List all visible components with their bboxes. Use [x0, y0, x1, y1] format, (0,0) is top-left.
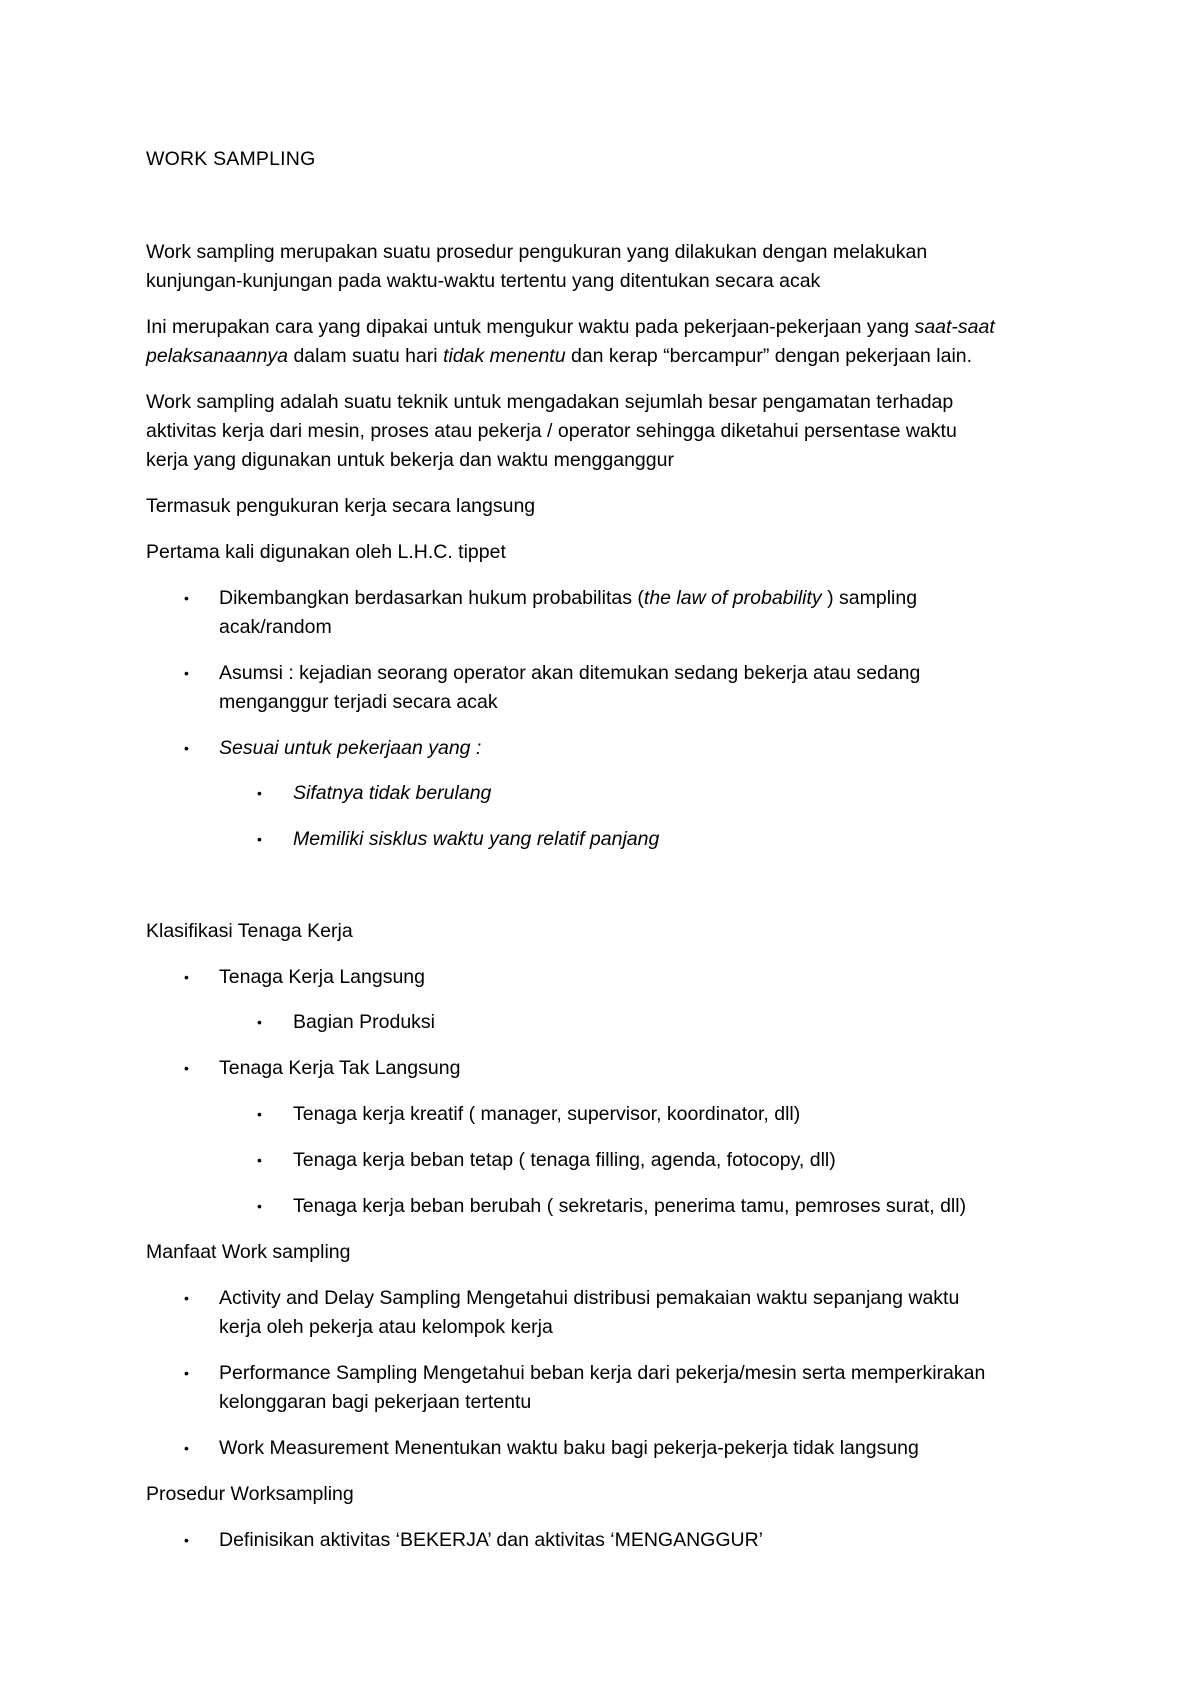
section-heading: Prosedur Worksampling	[146, 1483, 354, 1505]
paragraph-line: Pertama kali digunakan oleh L.H.C. tippet	[146, 541, 506, 563]
list-item-continuation: acak/random	[219, 616, 332, 638]
text-run: dan kerap “bercampur” dengan pekerjaan lain.	[565, 345, 973, 367]
list-item: Definisikan aktivitas ‘BEKERJA’ dan aktivitas ‘MENGANGGUR’	[219, 1529, 763, 1551]
bullet-icon: •	[257, 785, 262, 801]
section-heading: Klasifikasi Tenaga Kerja	[146, 920, 353, 942]
paragraph-line: kerja yang digunakan untuk bekerja dan waktu mengganggur	[146, 449, 674, 471]
document-title: WORK SAMPLING	[146, 148, 316, 170]
list-item-continuation: kelonggaran bagi pekerjaan tertentu	[219, 1391, 532, 1413]
italic-text-run: tidak menentu	[443, 345, 566, 367]
sub-list-item: Tenaga kerja kreatif ( manager, supervisor, koordinator, dll)	[293, 1103, 801, 1125]
sub-list-item	[293, 779, 491, 808]
paragraph-line: Work sampling adalah suatu teknik untuk mengadakan sejumlah besar pengamatan terhadap	[146, 391, 954, 413]
paragraph-line: kunjungan-kunjungan pada waktu-waktu tertentu yang ditentukan secara acak	[146, 270, 821, 292]
bullet-icon: •	[184, 665, 189, 681]
list-item: Tenaga Kerja Tak Langsung	[219, 1057, 461, 1079]
italic-text-run: pelaksanaannya	[146, 345, 289, 367]
bullet-icon: •	[257, 831, 262, 847]
italic-text-run: saat-saat	[914, 316, 995, 338]
paragraph-line: aktivitas kerja dari mesin, proses atau pekerja / operator sehingga diketahui persentase waktu	[146, 420, 957, 442]
list-item: Work Measurement Menentukan waktu baku bagi pekerja-pekerja tidak langsung	[219, 1437, 919, 1459]
list-item: Performance Sampling Mengetahui beban kerja dari pekerja/mesin serta memperkirakan	[219, 1362, 986, 1384]
text-run: dalam suatu hari	[288, 345, 444, 367]
paragraph-line	[146, 342, 972, 371]
bullet-icon: •	[184, 969, 189, 985]
bullet-icon: •	[257, 1014, 262, 1030]
italic-text-run: the law of probability	[643, 587, 822, 609]
bullet-icon: •	[184, 1440, 189, 1456]
bullet-icon: •	[257, 1152, 262, 1168]
list-item	[219, 734, 481, 763]
bullet-icon: •	[184, 590, 189, 606]
list-item: Activity and Delay Sampling Mengetahui distribusi pemakaian waktu sepanjang waktu	[219, 1287, 960, 1309]
sub-list-item: Tenaga kerja beban tetap ( tenaga filling, agenda, fotocopy, dll)	[293, 1149, 836, 1171]
list-item: Asumsi : kejadian seorang operator akan ditemukan sedang bekerja atau sedang	[219, 662, 921, 684]
bullet-icon: •	[257, 1106, 262, 1122]
text-run: ) sampling	[821, 587, 918, 609]
italic-text-run: Sesuai untuk pekerjaan yang :	[219, 737, 482, 759]
bullet-icon: •	[184, 1532, 189, 1548]
italic-text-run: Sifatnya tidak berulang	[293, 782, 492, 804]
sub-list-item: Bagian Produksi	[293, 1011, 436, 1033]
bullet-icon: •	[184, 1290, 189, 1306]
section-heading: Manfaat Work sampling	[146, 1241, 351, 1263]
text-run: Ini merupakan cara yang dipakai untuk mengukur waktu pada pekerjaan-pekerjaan yang	[146, 316, 915, 338]
bullet-icon: •	[184, 1365, 189, 1381]
text-run: Dikembangkan berdasarkan hukum probabilitas (	[219, 587, 644, 609]
sub-list-item	[293, 825, 659, 854]
bullet-icon: •	[184, 1060, 189, 1076]
paragraph-line: Work sampling merupakan suatu prosedur pengukuran yang dilakukan dengan melakukan	[146, 241, 928, 263]
paragraph-line	[146, 313, 995, 342]
sub-list-item: Tenaga kerja beban berubah ( sekretaris, penerima tamu, pemroses surat, dll)	[293, 1195, 967, 1217]
list-item-continuation: menganggur terjadi secara acak	[219, 691, 498, 713]
list-item	[219, 584, 917, 613]
paragraph-line: Termasuk pengukuran kerja secara langsung	[146, 495, 536, 517]
list-item: Tenaga Kerja Langsung	[219, 966, 425, 988]
list-item-continuation: kerja oleh pekerja atau kelompok kerja	[219, 1316, 553, 1338]
bullet-icon: •	[257, 1198, 262, 1214]
italic-text-run: Memiliki sisklus waktu yang relatif panjang	[293, 828, 660, 850]
bullet-icon: •	[184, 740, 189, 756]
